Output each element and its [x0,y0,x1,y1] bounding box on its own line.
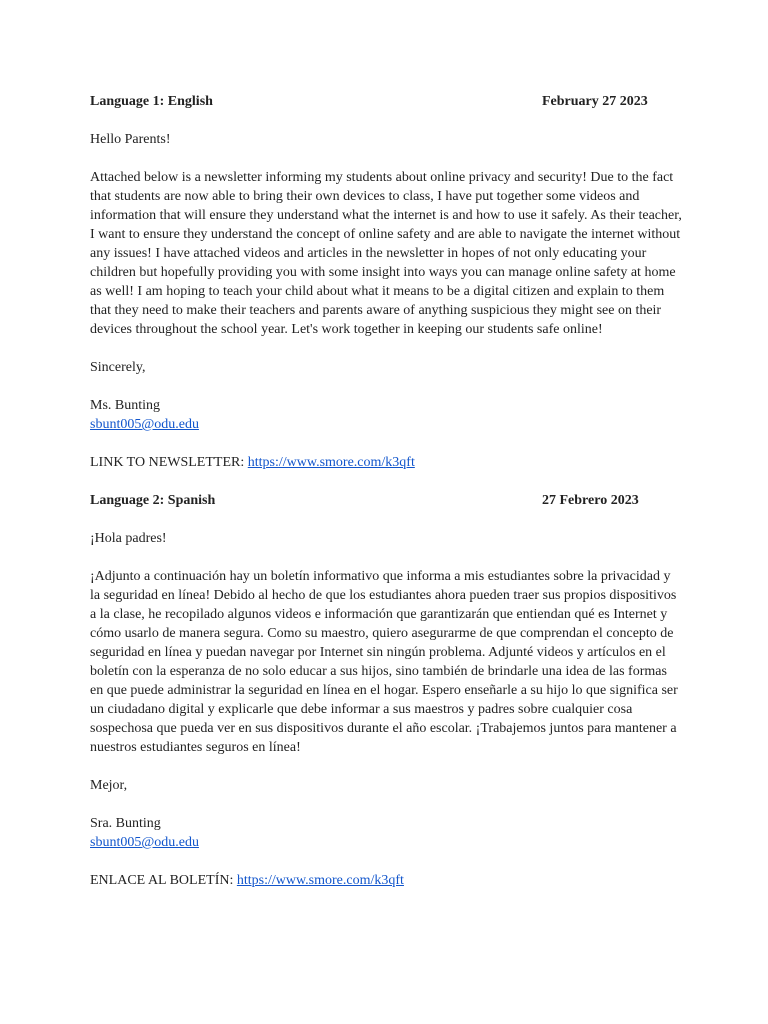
spanish-closing: Mejor, [90,778,128,793]
letter-document [90,92,682,890]
english-body: Attached below is a newsletter informing my students about online privacy and security! Due to the fact that students are now able to bring their own devices to class, I have put together some videos and information that will ensure they understand what the internet is and how to use it safely. As their teacher, I want to ensure they understand the concept of online safety and are able to navigate the internet without any issues! I have attached videos and articles in the newsletter in hopes of not only educating your children but hopefully providing you with some insight into ways you can manage online safety at home as well! I am hoping to teach your child about what it means to be a digital citizen and explain to them that they need to make their teachers and parents aware of anything suspicious they might see on their devices throughout the school year. Let's work together in keeping our students safe online! [90,170,682,337]
spanish-email-link[interactable]: sbunt005@odu.edu [90,835,199,850]
english-signature-name: Ms. Bunting [90,398,161,413]
spanish-signature-name: Sra. Bunting [90,816,161,831]
english-email-link[interactable]: sbunt005@odu.edu [90,417,199,432]
spanish-section [90,491,682,890]
english-language-label: Language 1: English [90,94,213,109]
spanish-newsletter-link[interactable]: https://www.smore.com/k3qft [236,873,404,888]
spanish-greeting: ¡Hola padres! [90,531,167,546]
spanish-newsletter-label: ENLACE AL BOLETÍN: [90,873,237,888]
spanish-email-line [90,833,682,852]
spanish-date: 27 Febrero 2023 [542,493,639,508]
english-newsletter-line [90,453,682,472]
spanish-language-label: Language 2: Spanish [90,493,216,508]
english-greeting: Hello Parents! [90,132,171,147]
english-newsletter-label: LINK TO NEWSLETTER: [90,455,248,470]
spanish-body: ¡Adjunto a continuación hay un boletín informativo que informa a mis estudiantes sobre la privacidad y la seguridad en línea! Debido al hecho de que los estudiantes ahora pueden traer sus propios dispositivos a la clase, he recopilado algunos videos e información que garantizarán que entiendan qué es Internet y cómo usarlo de manera segura. Como su maestro, quiero asegurarme de que comprendan el concepto de seguridad en línea y puedan navegar por Internet sin ningún problema. Adjunté videos y artículos en el boletín con la esperanza de no solo educar a sus hijos, sino también de brindarle una idea de las formas en que puede administrar la seguridad en línea en el hogar. Espero enseñarle a su hijo lo que significa ser un ciudadano digital y explicarle que debe informar a sus maestros y padres sobre cualquier cosa sospechosa que pueda ver en sus dispositivos durante el año escolar. ¡Trabajemos juntos para mantener a nuestros estudiantes seguros en línea! [90,569,678,755]
spanish-newsletter-line [90,871,682,890]
english-email-line [90,415,682,434]
english-heading [90,92,682,111]
spanish-heading [90,491,682,510]
english-closing: Sincerely, [90,360,146,375]
english-newsletter-link[interactable]: https://www.smore.com/k3qft [247,455,415,470]
english-date: February 27 2023 [542,94,648,109]
